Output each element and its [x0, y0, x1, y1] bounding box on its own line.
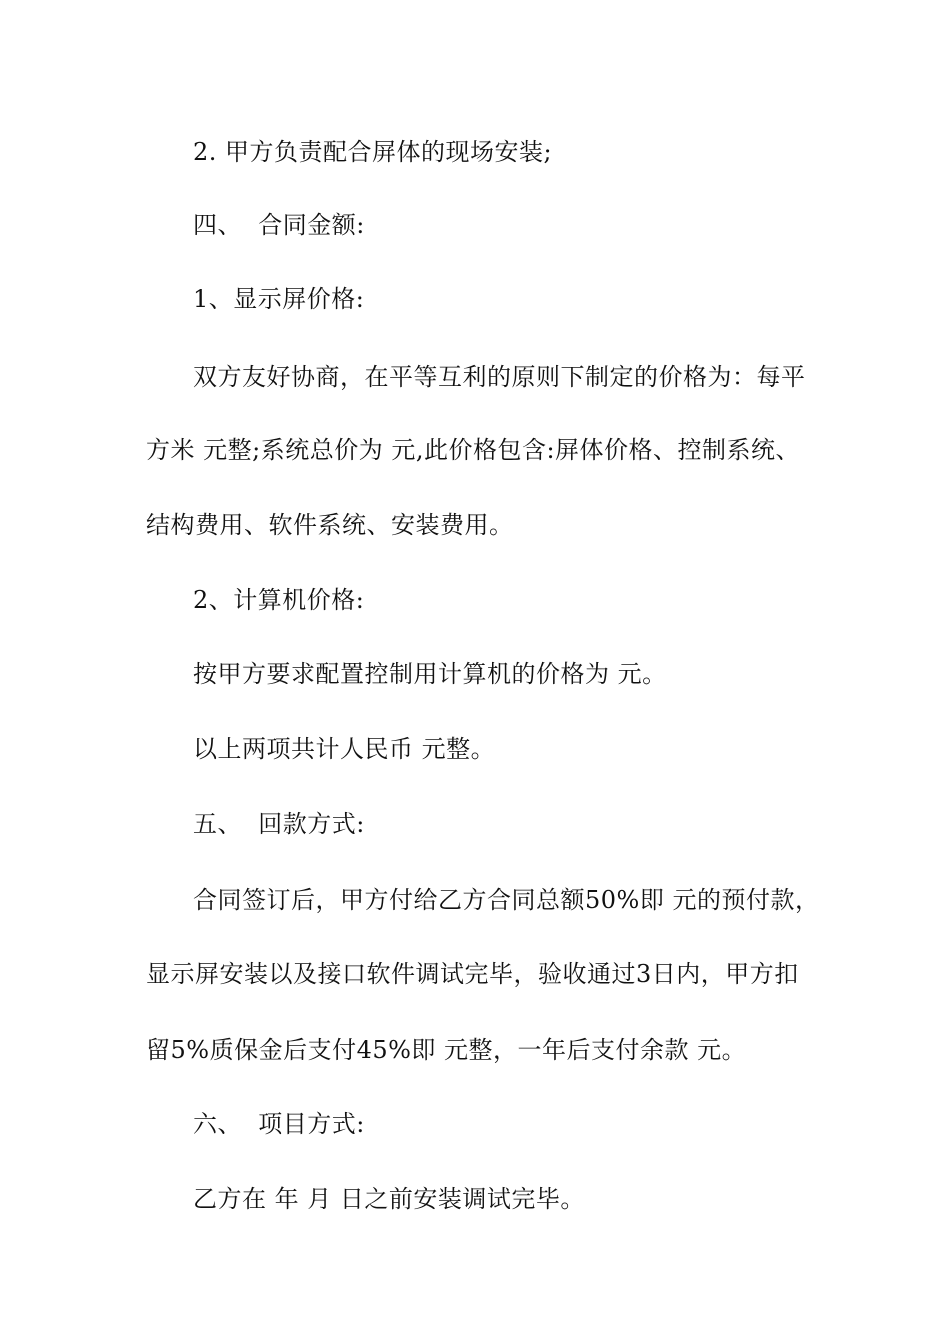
clause-2-installation: 2. 甲方负责配合屏体的现场安装;	[193, 138, 553, 166]
display-price-heading: 1、显示屏价格:	[193, 285, 365, 313]
project-schedule-text: 乙方在 年 月 日之前安装调试完毕。	[193, 1185, 585, 1213]
payment-text-1: 合同签订后，甲方付给乙方合同总额50%即 元的预付款，	[193, 886, 820, 914]
payment-text-2: 显示屏安装以及接口软件调试完毕，验收通过3日内，甲方扣	[146, 960, 799, 988]
computer-price-heading: 2、计算机价格:	[193, 586, 365, 614]
section-5-heading: 五、 回款方式:	[193, 810, 365, 838]
display-price-text-3: 结构费用、软件系统、安装费用。	[146, 511, 514, 539]
total-price-text: 以上两项共计人民币 元整。	[193, 735, 496, 763]
section-4-heading: 四、 合同金额:	[193, 211, 365, 239]
payment-text-3: 留5%质保金后支付45%即 元整，一年后支付余款 元。	[146, 1036, 747, 1064]
display-price-text-2: 方米 元整;系统总价为 元,此价格包含:屏体价格、控制系统、	[146, 436, 801, 464]
display-price-text-1: 双方友好协商，在平等互利的原则下制定的价格为：每平	[193, 363, 806, 391]
computer-price-text: 按甲方要求配置控制用计算机的价格为 元。	[193, 660, 667, 688]
section-6-heading: 六、 项目方式:	[193, 1110, 365, 1138]
